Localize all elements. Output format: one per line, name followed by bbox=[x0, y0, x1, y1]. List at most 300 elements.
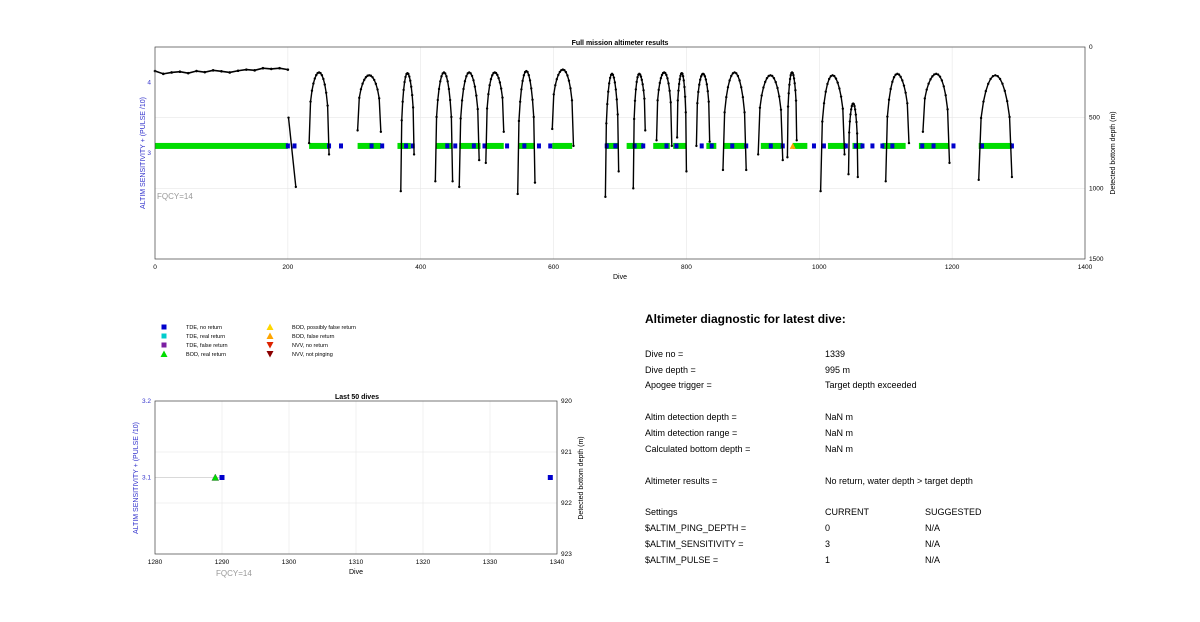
main-chart-annotation: FQCY=14 bbox=[157, 192, 193, 201]
depth-point bbox=[253, 69, 256, 72]
depth-point bbox=[704, 75, 706, 77]
setting-current: 0 bbox=[825, 523, 831, 533]
depth-point bbox=[850, 108, 852, 110]
depth-point bbox=[685, 111, 687, 113]
depth-point bbox=[683, 79, 685, 81]
depth-point bbox=[793, 77, 795, 79]
depth-point bbox=[170, 71, 173, 74]
depth-point bbox=[922, 131, 924, 133]
tde-no-return-marker bbox=[370, 143, 374, 148]
depth-arch-line bbox=[552, 70, 573, 146]
depth-point bbox=[982, 100, 984, 102]
legend-entry bbox=[267, 324, 356, 332]
depth-point bbox=[980, 117, 982, 119]
depth-point bbox=[819, 190, 821, 192]
setting-current: 3 bbox=[825, 539, 831, 549]
legend-label: BOD, real return bbox=[186, 352, 227, 358]
depth-point bbox=[617, 170, 619, 172]
depth-point bbox=[485, 162, 487, 164]
depth-point bbox=[488, 84, 490, 86]
depth-point bbox=[766, 77, 768, 79]
depth-point bbox=[356, 129, 358, 131]
depth-point bbox=[855, 113, 857, 115]
depth-point bbox=[607, 91, 609, 93]
tde-no-return-marker bbox=[380, 143, 384, 148]
legend-entry bbox=[162, 334, 226, 341]
main-chart-ylabel-left: ALTIM SENSITIVITY + (PULSE /10) bbox=[140, 97, 147, 209]
depth-point bbox=[786, 156, 788, 158]
depth-point bbox=[794, 82, 796, 84]
depth-point bbox=[553, 93, 555, 95]
tde-no-return-marker bbox=[920, 143, 924, 148]
depth-point bbox=[375, 83, 377, 85]
depth-point bbox=[840, 95, 842, 97]
depth-point bbox=[903, 84, 905, 86]
depth-arch-line bbox=[401, 73, 414, 191]
depth-point bbox=[666, 77, 668, 79]
depth-point bbox=[403, 81, 405, 83]
depth-point bbox=[836, 81, 838, 83]
diagnostic-value: 1339 bbox=[825, 349, 846, 359]
depth-point bbox=[738, 79, 740, 81]
depth-point bbox=[566, 74, 568, 76]
depth-point bbox=[790, 74, 792, 76]
depth-arch-line bbox=[459, 72, 479, 186]
depth-point bbox=[906, 102, 908, 104]
depth-point bbox=[534, 181, 536, 183]
depth-point bbox=[551, 128, 553, 130]
main-x-tick-label: 1000 bbox=[812, 264, 827, 271]
depth-point bbox=[438, 88, 440, 90]
depth-point bbox=[325, 92, 327, 94]
depth-point bbox=[948, 162, 950, 164]
legend-entry bbox=[267, 333, 335, 341]
depth-point bbox=[531, 99, 533, 101]
depth-point bbox=[737, 75, 739, 77]
main-x-tick-label: 1200 bbox=[944, 264, 960, 271]
main-right-tick-label: 1000 bbox=[1089, 185, 1104, 193]
depth-point bbox=[635, 88, 637, 90]
depth-point bbox=[735, 72, 737, 74]
depth-point bbox=[821, 120, 823, 122]
depth-point bbox=[440, 75, 442, 77]
depth-arch-line bbox=[979, 75, 1012, 180]
depth-point bbox=[699, 79, 701, 81]
sub-chart-marks bbox=[155, 474, 553, 481]
legend-triangle-up-marker bbox=[267, 324, 274, 331]
depth-point bbox=[557, 74, 559, 76]
depth-point bbox=[606, 103, 608, 105]
legend-label: NVV, not pinging bbox=[292, 352, 333, 358]
sub-chart-xlabel: Dive bbox=[348, 569, 364, 576]
depth-point bbox=[856, 132, 858, 134]
depth-point bbox=[212, 69, 215, 72]
bod-real-return-marker bbox=[309, 143, 329, 149]
depth-point bbox=[556, 78, 558, 80]
depth-point bbox=[833, 75, 835, 77]
main-x-tick-label: 1400 bbox=[1077, 264, 1093, 271]
depth-point bbox=[605, 122, 607, 124]
depth-point bbox=[989, 78, 991, 80]
depth-point bbox=[528, 74, 530, 76]
depth-point bbox=[679, 78, 681, 80]
depth-point bbox=[459, 117, 461, 119]
depth-point bbox=[708, 140, 710, 142]
depth-arch-line bbox=[886, 74, 909, 181]
depth-point bbox=[475, 94, 477, 96]
depth-point bbox=[1001, 83, 1003, 85]
depth-point bbox=[450, 116, 452, 118]
depth-point bbox=[706, 83, 708, 85]
sub-chart-ylabel-left: ALTIM SENSITIVITY + (PULSE /10) bbox=[133, 422, 140, 534]
depth-point bbox=[321, 74, 323, 76]
depth-point bbox=[643, 97, 645, 99]
depth-point bbox=[245, 68, 248, 71]
depth-point bbox=[855, 121, 857, 123]
depth-point bbox=[445, 75, 447, 77]
depth-point bbox=[478, 159, 480, 161]
depth-point bbox=[828, 78, 830, 80]
depth-point bbox=[195, 70, 198, 73]
setting-label: $ALTIM_SENSITIVITY = bbox=[645, 539, 744, 549]
settings-header-current: CURRENT bbox=[825, 507, 869, 517]
depth-point bbox=[309, 100, 311, 102]
depth-point bbox=[849, 120, 851, 122]
settings-row bbox=[645, 555, 1165, 567]
depth-point bbox=[899, 76, 901, 78]
settings-row bbox=[645, 539, 1165, 551]
tde-no-return-marker bbox=[404, 143, 408, 148]
depth-point bbox=[402, 89, 404, 91]
depth-point bbox=[469, 72, 471, 74]
depth-point bbox=[572, 145, 574, 147]
depth-point bbox=[434, 180, 436, 182]
depth-point bbox=[678, 83, 680, 85]
sub-x-tick-label: 1340 bbox=[549, 559, 565, 566]
depth-point bbox=[788, 84, 790, 86]
depth-point bbox=[439, 80, 441, 82]
depth-point bbox=[363, 79, 365, 81]
main-x-tick-label: 0 bbox=[153, 264, 157, 271]
depth-point bbox=[927, 82, 929, 84]
tde-no-return-marker bbox=[890, 143, 894, 148]
depth-point bbox=[361, 83, 363, 85]
depth-point bbox=[529, 79, 531, 81]
depth-point bbox=[530, 87, 532, 89]
depth-point bbox=[684, 96, 686, 98]
depth-point bbox=[745, 169, 747, 171]
depth-point bbox=[705, 78, 707, 80]
depth-point bbox=[496, 74, 498, 76]
depth-point bbox=[319, 72, 321, 74]
depth-point bbox=[728, 79, 730, 81]
legend-triangle-up-marker bbox=[267, 333, 274, 340]
depth-point bbox=[853, 105, 855, 107]
depth-point bbox=[789, 78, 791, 80]
settings-header-suggested: SUGGESTED bbox=[925, 507, 982, 517]
depth-point bbox=[978, 179, 980, 181]
depth-point bbox=[1004, 90, 1006, 92]
main-chart-frame bbox=[155, 47, 1085, 259]
depth-point bbox=[939, 75, 941, 77]
depth-point bbox=[448, 88, 450, 90]
diagnostic-row bbox=[645, 380, 1165, 392]
diagnostic-row bbox=[645, 365, 1165, 377]
diagnostic-value: Target depth exceeded bbox=[825, 380, 917, 390]
depth-point bbox=[358, 97, 360, 99]
depth-point bbox=[220, 70, 223, 73]
depth-point bbox=[237, 69, 240, 72]
depth-point bbox=[842, 108, 844, 110]
legend-square-marker bbox=[162, 325, 167, 330]
depth-point bbox=[503, 131, 505, 133]
depth-point bbox=[636, 76, 638, 78]
depth-point bbox=[773, 77, 775, 79]
sub-x-tick-label: 1280 bbox=[147, 559, 163, 566]
main-chart-xlabel: Dive bbox=[612, 274, 628, 281]
tde-no-return-marker bbox=[665, 143, 669, 148]
depth-point bbox=[204, 71, 207, 74]
depth-point bbox=[854, 108, 856, 110]
main-altimeter-chart bbox=[0, 0, 1200, 300]
tde-no-return-marker bbox=[870, 143, 874, 148]
depth-arch-line bbox=[309, 72, 329, 154]
depth-point bbox=[373, 79, 375, 81]
depth-point bbox=[641, 83, 643, 85]
depth-point bbox=[926, 88, 928, 90]
depth-point bbox=[825, 91, 827, 93]
legend-triangle-down-marker bbox=[267, 342, 274, 349]
depth-point bbox=[792, 74, 794, 76]
depth-point bbox=[641, 79, 643, 81]
tde-no-return-marker bbox=[822, 143, 826, 148]
depth-point bbox=[554, 84, 556, 86]
depth-point bbox=[633, 118, 635, 120]
legend-triangle-down-marker bbox=[267, 351, 274, 358]
tde-no-return-marker bbox=[613, 143, 617, 148]
depth-point bbox=[639, 73, 641, 75]
bod-real-return-marker bbox=[459, 143, 480, 149]
depth-point bbox=[849, 113, 851, 115]
main-x-tick-label: 600 bbox=[548, 264, 560, 271]
depth-point bbox=[796, 139, 798, 141]
depth-point bbox=[437, 99, 439, 101]
depth-point bbox=[477, 108, 479, 110]
depth-point bbox=[787, 105, 789, 107]
sub-x-tick-label: 1320 bbox=[415, 559, 431, 566]
depth-point bbox=[679, 75, 681, 77]
depth-point bbox=[788, 92, 790, 94]
depth-point bbox=[695, 145, 697, 147]
depth-point bbox=[487, 93, 489, 95]
tde-no-return-marker bbox=[730, 143, 734, 148]
tde-no-return-marker bbox=[472, 143, 476, 148]
depth-point bbox=[563, 69, 565, 71]
depth-point bbox=[465, 75, 467, 77]
depth-point bbox=[826, 83, 828, 85]
depth-point bbox=[730, 75, 732, 77]
diagnostic-row bbox=[645, 444, 1165, 456]
depth-point bbox=[609, 77, 611, 79]
depth-point bbox=[740, 86, 742, 88]
main-chart-ticks bbox=[147, 44, 1103, 271]
depth-point bbox=[401, 119, 403, 121]
depth-point bbox=[326, 104, 328, 106]
legend-label: TDE, no return bbox=[186, 325, 223, 331]
setting-suggested: N/A bbox=[925, 539, 941, 549]
depth-point bbox=[668, 90, 670, 92]
main-x-tick-label: 200 bbox=[282, 264, 294, 271]
main-x-tick-label: 800 bbox=[680, 264, 692, 271]
depth-point bbox=[994, 74, 996, 76]
depth-point bbox=[658, 89, 660, 91]
diagnostic-row bbox=[645, 428, 1165, 440]
settings-header-label: Settings bbox=[645, 507, 678, 517]
legend-square-marker bbox=[162, 343, 167, 348]
depth-point bbox=[614, 81, 616, 83]
depth-point bbox=[410, 86, 412, 88]
sub-chart-annotation: FQCY=14 bbox=[216, 569, 252, 578]
bod-real-return-marker bbox=[436, 143, 453, 149]
depth-point bbox=[533, 116, 535, 118]
depth-point bbox=[775, 81, 777, 83]
depth-point bbox=[404, 76, 406, 78]
diagnostic-label: Calculated bottom depth = bbox=[645, 444, 751, 454]
depth-point bbox=[499, 81, 501, 83]
setting-current: 1 bbox=[825, 555, 831, 565]
depth-point bbox=[413, 153, 415, 155]
depth-point bbox=[519, 101, 521, 103]
tde-no-return-marker bbox=[860, 143, 864, 148]
depth-point bbox=[312, 82, 314, 84]
depth-arch-line bbox=[723, 72, 746, 170]
legend-entry bbox=[161, 351, 227, 359]
depth-point bbox=[500, 87, 502, 89]
bod-real-return-marker bbox=[358, 143, 381, 149]
depth-point bbox=[776, 87, 778, 89]
bod-real-return-marker bbox=[155, 143, 288, 149]
depth-point bbox=[308, 142, 310, 144]
depth-point bbox=[616, 98, 618, 100]
depth-point bbox=[764, 81, 766, 83]
depth-point bbox=[929, 78, 931, 80]
diagnostic-value: NaN m bbox=[825, 412, 854, 422]
depth-point bbox=[162, 73, 165, 76]
depth-point bbox=[270, 68, 273, 71]
diagnostic-label: Apogee trigger = bbox=[645, 380, 712, 390]
diagnostic-value: NaN m bbox=[825, 428, 854, 438]
depth-point bbox=[451, 180, 453, 182]
main-right-tick-label: 500 bbox=[1089, 114, 1100, 122]
depth-point bbox=[449, 99, 451, 101]
depth-point bbox=[617, 113, 619, 115]
depth-point bbox=[462, 88, 464, 90]
depth-point bbox=[757, 153, 759, 155]
depth-point bbox=[412, 106, 414, 108]
depth-point bbox=[670, 101, 672, 103]
diagnostic-row bbox=[645, 476, 1165, 488]
depth-point bbox=[615, 88, 617, 90]
legend-entry bbox=[267, 351, 333, 358]
depth-point bbox=[683, 86, 685, 88]
diagnostic-value: 995 m bbox=[825, 365, 851, 375]
tde-no-return-marker bbox=[505, 143, 509, 148]
sub-right-tick-label: 922 bbox=[561, 500, 572, 507]
depth-point bbox=[660, 77, 662, 79]
setting-suggested: N/A bbox=[925, 555, 941, 565]
depth-point bbox=[613, 76, 615, 78]
main-chart-marks bbox=[154, 67, 1014, 198]
depth-point bbox=[707, 90, 709, 92]
depth-point bbox=[697, 91, 699, 93]
depth-point bbox=[518, 120, 520, 122]
diagnostic-label: Dive depth = bbox=[645, 365, 696, 375]
depth-arch-line bbox=[289, 118, 296, 187]
depth-point bbox=[565, 71, 567, 73]
sub-chart-ylabel-right: Detected bottom depth (m) bbox=[578, 436, 585, 520]
diagnostic-label: Dive no = bbox=[645, 349, 684, 359]
depth-point bbox=[743, 111, 745, 113]
sub-x-tick-label: 1300 bbox=[281, 559, 297, 566]
depth-point bbox=[924, 97, 926, 99]
depth-point bbox=[723, 111, 725, 113]
tde-no-return-marker bbox=[932, 143, 936, 148]
main-chart-title: Full mission altimeter results bbox=[571, 40, 669, 47]
tde-no-return-marker bbox=[548, 143, 552, 148]
main-right-tick-label: 0 bbox=[1089, 44, 1093, 51]
sub-right-tick-label: 923 bbox=[561, 551, 572, 558]
tde-no-return-marker bbox=[286, 143, 290, 148]
sub-right-tick-label: 921 bbox=[561, 449, 572, 456]
sub-left-tick-label: 3.2 bbox=[141, 398, 151, 405]
sub-left-tick-label: 3.1 bbox=[141, 474, 151, 482]
depth-point bbox=[311, 90, 313, 92]
legend-label: BOD, false return bbox=[292, 334, 335, 340]
depth-point bbox=[517, 193, 519, 195]
depth-point bbox=[407, 73, 409, 75]
depth-point bbox=[889, 88, 891, 90]
depth-point bbox=[634, 100, 636, 102]
legend-entry bbox=[162, 343, 228, 350]
depth-point bbox=[401, 101, 403, 103]
depth-point bbox=[569, 87, 571, 89]
depth-point bbox=[698, 83, 700, 85]
depth-point bbox=[681, 73, 683, 75]
legend-entry bbox=[267, 342, 328, 349]
depth-point bbox=[760, 94, 762, 96]
legend-entry bbox=[162, 325, 223, 332]
depth-point bbox=[571, 99, 573, 101]
depth-point bbox=[314, 77, 316, 79]
depth-point bbox=[941, 79, 943, 81]
depth-point bbox=[838, 87, 840, 89]
depth-point bbox=[708, 101, 710, 103]
tde-no-return-marker bbox=[769, 143, 773, 148]
depth-point bbox=[742, 96, 744, 98]
tde-no-return-marker bbox=[951, 143, 955, 148]
tde-no-return-marker bbox=[220, 475, 225, 480]
depth-point bbox=[778, 95, 780, 97]
depth-point bbox=[474, 85, 476, 87]
depth-point bbox=[287, 68, 290, 71]
depth-point bbox=[696, 102, 698, 104]
depth-point bbox=[891, 81, 893, 83]
sub-chart-ticks bbox=[142, 398, 572, 566]
sub-x-tick-label: 1310 bbox=[348, 559, 364, 566]
main-chart-ylabel-right: Detected bottom depth (m) bbox=[1110, 111, 1117, 195]
tde-no-return-marker bbox=[710, 143, 714, 148]
depth-point bbox=[937, 73, 939, 75]
